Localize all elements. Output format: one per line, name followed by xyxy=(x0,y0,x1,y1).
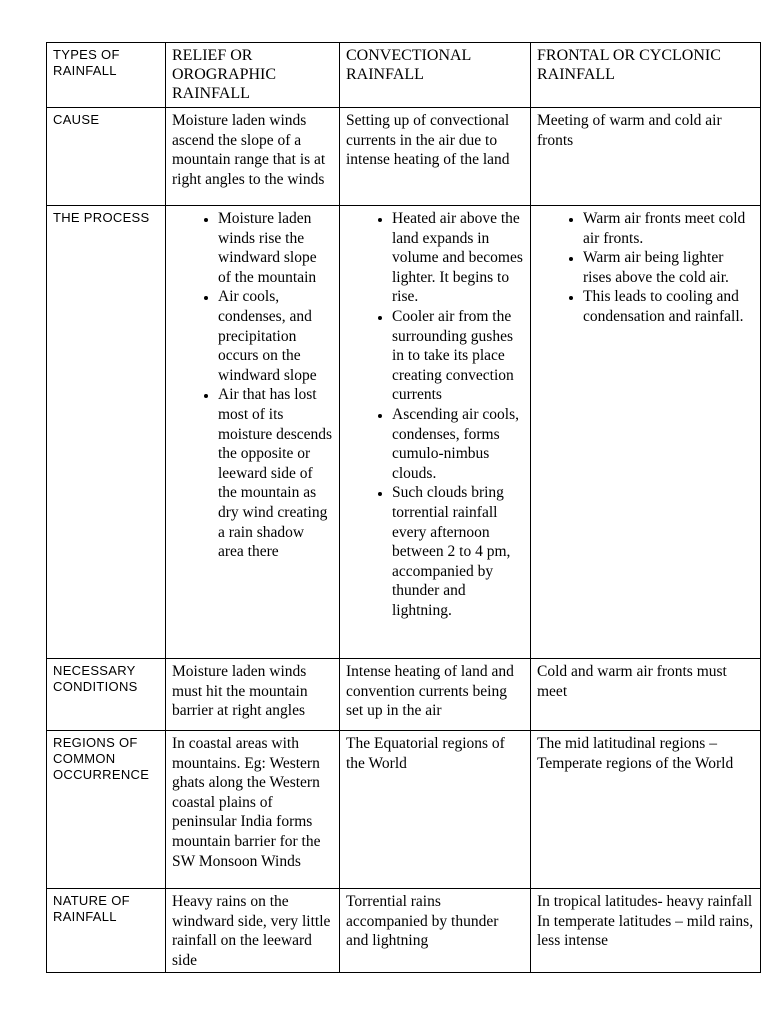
row-label-nature: NATURE OF RAINFALL xyxy=(47,889,166,973)
cause-relief: Moisture laden winds ascend the slope of a mountain range that is at right angles to the winds xyxy=(166,108,340,206)
row-conditions xyxy=(47,659,761,731)
row-label-conditions: NECESSARY CONDITIONS xyxy=(47,659,166,731)
cause-frontal: Meeting of warm and cold air fronts xyxy=(531,108,761,206)
process-frontal-list xyxy=(537,209,754,327)
header-convectional-rainfall: CONVECTIONAL RAINFALL xyxy=(340,43,531,108)
rainfall-comparison-table xyxy=(46,42,761,973)
row-process xyxy=(47,206,761,659)
regions-convectional: The Equatorial regions of the World xyxy=(340,731,531,889)
row-label-cause: CAUSE xyxy=(47,108,166,206)
list-item: • Air that has lost most of its moisture descends the opposite or leeward side of the mountain as dry wind creating a rain shadow area there xyxy=(218,385,333,561)
header-relief-rainfall: RELIEF OR OROGRAPHIC RAINFALL xyxy=(166,43,340,108)
process-relief-list xyxy=(172,209,333,562)
header-frontal-rainfall: FRONTAL OR CYCLONIC RAINFALL xyxy=(531,43,761,108)
row-label-regions: REGIONS OF COMMON OCCURRENCE xyxy=(47,731,166,889)
list-item: • Such clouds bring torrential rainfall every afternoon between 2 to 4 pm, accompanied by thunder and lightning. xyxy=(392,483,524,620)
list-item: • Heated air above the land expands in volume and becomes lighter. It begins to rise. xyxy=(392,209,524,307)
regions-frontal: The mid latitudinal regions – Temperate regions of the World xyxy=(531,731,761,889)
conditions-frontal: Cold and warm air fronts must meet xyxy=(531,659,761,731)
row-regions xyxy=(47,731,761,889)
list-item: • Moisture laden winds rise the windward slope of the mountain xyxy=(218,209,333,287)
list-item: • Air cools, condenses, and precipitation occurs on the windward slope xyxy=(218,287,333,385)
list-item: • Warm air fronts meet cold air fronts. xyxy=(583,209,754,248)
header-row xyxy=(47,43,761,108)
cause-convectional: Setting up of convectional currents in the air due to intense heating of the land xyxy=(340,108,531,206)
list-item: • Cooler air from the surrounding gushes in to take its place creating convection currents xyxy=(392,307,524,405)
row-nature xyxy=(47,889,761,973)
nature-convectional: Torrential rains accompanied by thunder and lightning xyxy=(340,889,531,973)
process-convectional-list xyxy=(346,209,524,620)
nature-frontal-line: In temperate latitudes – mild rains, less intense xyxy=(537,912,754,950)
process-frontal xyxy=(531,206,761,659)
list-item: • Warm air being lighter rises above the cold air. xyxy=(583,248,754,287)
list-item: • This leads to cooling and condensation and rainfall. xyxy=(583,287,754,326)
nature-frontal-line: In tropical latitudes- heavy rainfall xyxy=(537,893,753,910)
list-item: • Ascending air cools, condenses, forms cumulo-nimbus clouds. xyxy=(392,405,524,483)
conditions-convectional: Intense heating of land and convention currents being set up in the air xyxy=(340,659,531,731)
nature-relief: Heavy rains on the windward side, very little rainfall on the leeward side xyxy=(166,889,340,973)
row-label-process: THE PROCESS xyxy=(47,206,166,659)
header-types-of-rainfall: TYPES OF RAINFALL xyxy=(47,43,166,108)
process-relief xyxy=(166,206,340,659)
row-cause xyxy=(47,108,761,206)
nature-frontal xyxy=(531,889,761,973)
conditions-relief: Moisture laden winds must hit the mountain barrier at right angles xyxy=(166,659,340,731)
process-convectional xyxy=(340,206,531,659)
regions-relief: In coastal areas with mountains. Eg: Western ghats along the Western coastal plains of peninsular India forms mountain barrier for the SW Monsoon Winds xyxy=(166,731,340,889)
